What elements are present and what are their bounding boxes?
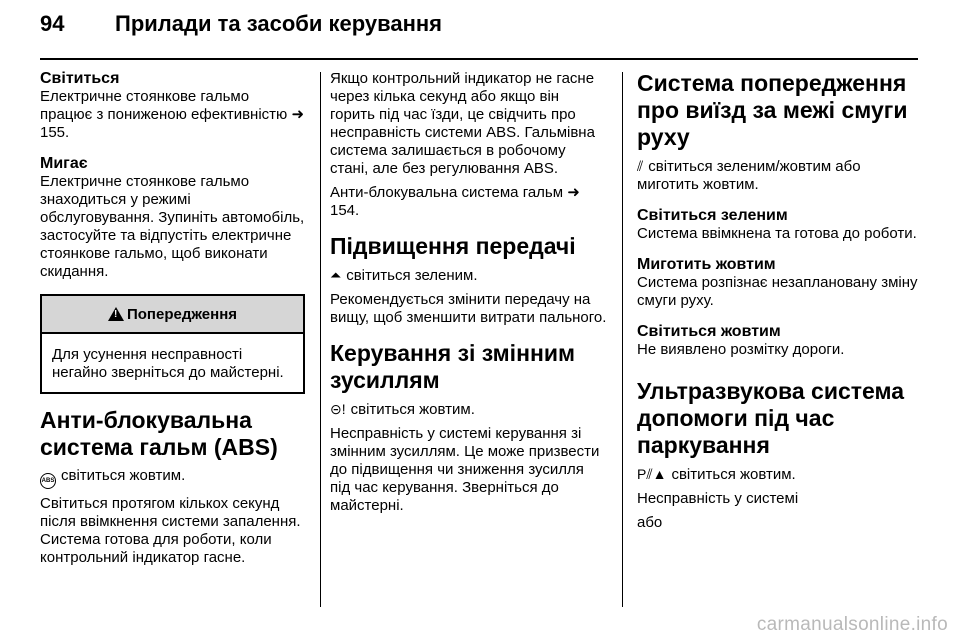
abs-cont-text: Якщо контрольний індикатор не гасне через кілька секунд або якщо він горить під час їзди, це свідчить про несправність системи ABS. Гальмівна система залишається в робочому стані, але без регулювання ABS. <box>330 70 595 177</box>
gear-text: Рекомендується змінити передачу на вищу, щоб зменшити витрати пального. <box>330 291 607 326</box>
park-status: P⫽▲ світиться жовтим. <box>637 466 796 483</box>
header-rule <box>40 58 918 60</box>
abs-status: ABS світиться жовтим. <box>40 467 305 489</box>
warning-text: Для усунення несправності негайно зверніться до майстерні. <box>52 346 284 381</box>
warning-triangle-icon <box>108 307 124 321</box>
yellow-blink-label: Миготить жовтим <box>637 256 776 273</box>
svitytsia-label: Світиться <box>40 70 120 87</box>
page-header <box>0 0 960 58</box>
column-3 <box>637 70 922 532</box>
steer-status: ⊝! світиться жовтим. <box>330 401 475 418</box>
abs-indicator-icon: ABS <box>40 473 56 489</box>
green-label: Світиться зеленим <box>637 207 788 224</box>
park-text: Несправність у системі <box>637 490 799 507</box>
steer-text: Несправність у системі керування зі змінним зусиллям. Це може призвести до підвищення чи зниження зусилля під час керування. Зверніться до майстерні. <box>330 425 600 514</box>
yellow-blink-text: Система розпізнає незаплановану зміну смуги руху. <box>637 274 918 309</box>
gear-heading: Підвищення передачі <box>330 233 576 259</box>
warning-title: Попередження <box>126 305 238 323</box>
page-ref-icon: ➜ <box>567 184 580 201</box>
shift-up-icon: ⏶ <box>330 267 342 283</box>
page-ref-icon: ➜ <box>291 106 305 123</box>
green-text: Система ввімкнена та готова до роботи. <box>637 225 917 242</box>
abs-heading: Анти-блокувальна система гальм (ABS) <box>40 407 278 460</box>
lane-departure-icon: ⫽ <box>637 158 644 174</box>
lane-heading: Система попередження про виїзд за межі смуги руху <box>637 70 908 150</box>
park-text-2: або <box>637 514 663 531</box>
warning-box <box>40 294 305 394</box>
myhaie-label: Мигає <box>40 155 88 172</box>
gear-status: ⏶ світиться зеленим. <box>330 267 478 284</box>
column-divider-1 <box>320 72 321 607</box>
abs-text: Світиться протягом кількох секунд після ввімкнення системи запалення. Система готова для роботи, коли контрольний індикатор гасне. <box>40 495 301 566</box>
park-assist-icon: P⫽▲ <box>637 466 667 482</box>
lane-status: ⫽ світиться зеленим/жовтим або миготить жовтим. <box>637 158 861 193</box>
steering-wheel-icon: ⊝! <box>330 401 346 417</box>
column-divider-2 <box>622 72 623 607</box>
column-1 <box>40 70 305 567</box>
column-2 <box>330 70 608 515</box>
park-heading: Ультразвукова система допомоги під час паркування <box>637 378 905 458</box>
page-title: Прилади та засоби керування <box>115 11 443 36</box>
page-ref[interactable]: 154. <box>330 202 360 219</box>
svitytsia-text: Електричне стоянкове гальмо працює з пониженою ефективністю ➜ 155. <box>40 88 305 141</box>
warning-header <box>42 296 303 334</box>
watermark: carmanualsonline.info <box>756 614 948 635</box>
steer-heading: Керування зі змінним зусиллям <box>330 340 576 393</box>
yellow-label: Світиться жовтим <box>637 323 781 340</box>
myhaie-text: Електричне стоянкове гальмо знаходиться у режимі обслуговування. Зупиніть автомобіль, застосуйте та відпустіть електричне стоянкове гальмо, щоб виконати скидання. <box>40 173 305 280</box>
page-ref[interactable]: 155. <box>40 124 70 141</box>
abs-cont-ref-line: Анти-блокувальна система гальм ➜ 154. <box>330 184 580 219</box>
yellow-text: Не виявлено розмітку дороги. <box>637 341 845 358</box>
page-number: 94 <box>40 11 65 36</box>
